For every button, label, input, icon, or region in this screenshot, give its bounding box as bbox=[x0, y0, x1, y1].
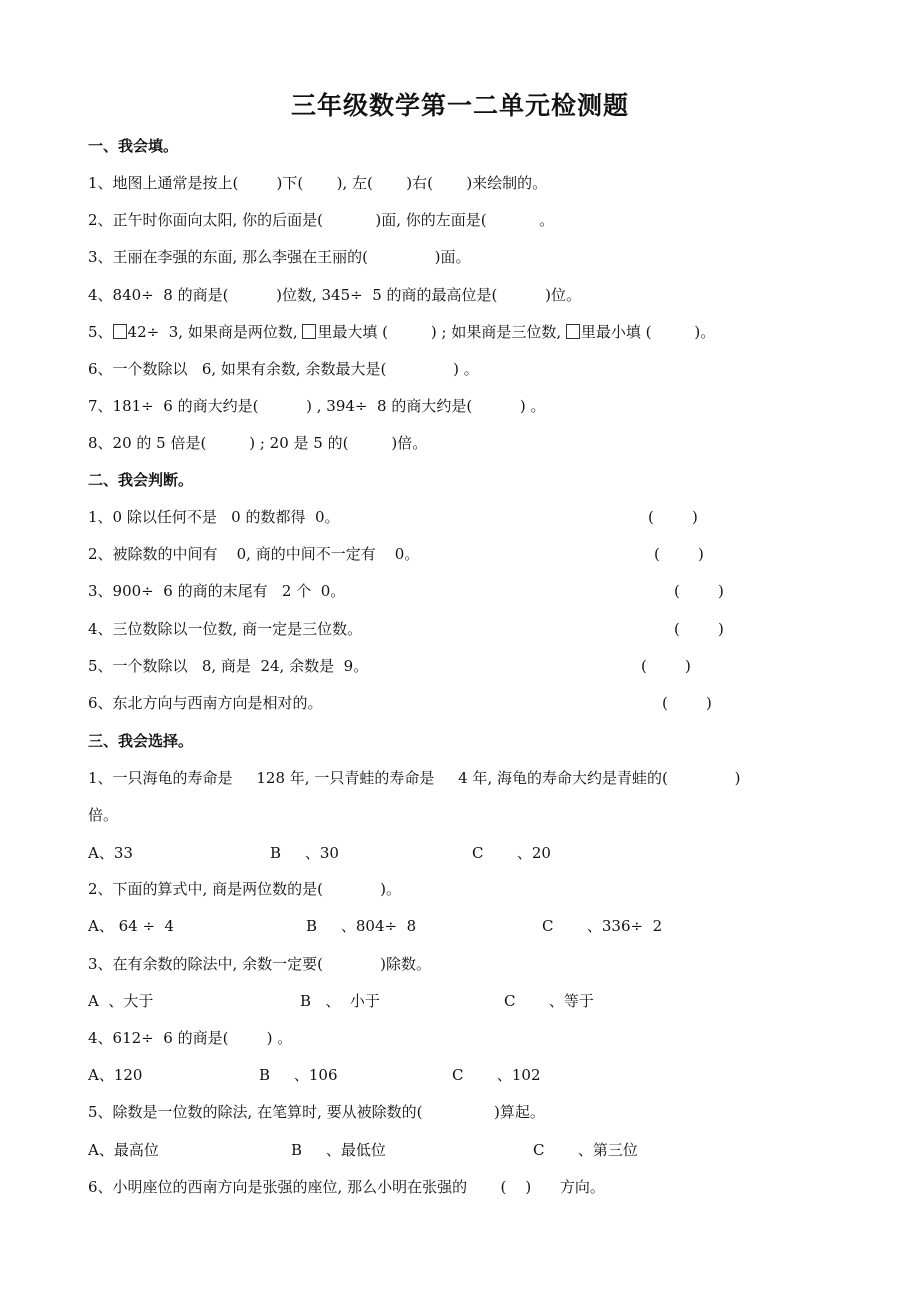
judge-answer-parens: ( ) bbox=[662, 694, 712, 712]
blank-box bbox=[302, 324, 316, 339]
fill-question-2: 2、正午时你面向太阳, 你的后面是( )面, 你的左面是( 。 bbox=[88, 211, 555, 229]
choose-question-1: 1、一只海龟的寿命是 128 年, 一只青蛙的寿命是 4 年, 海龟的寿命大约是青蛙的( ) bbox=[88, 769, 741, 787]
choose-question-4: 4、612÷ 6 的商是( ) 。 bbox=[88, 1029, 293, 1047]
judge-answer-parens: ( ) bbox=[641, 657, 691, 675]
judge-answer-parens: ( ) bbox=[674, 620, 724, 638]
judge-question: 3、900÷ 6 的商的末尾有 2 个 0。 bbox=[88, 582, 346, 600]
judge-question: 2、被除数的中间有 0, 商的中间不一定有 0。 bbox=[88, 545, 420, 563]
choose-question-1-continued: 倍。 bbox=[88, 806, 119, 824]
choice-option-b: B 、804÷ 8 bbox=[306, 917, 417, 935]
judge-question: 6、东北方向与西南方向是相对的。 bbox=[88, 694, 323, 712]
choose-question-3: 3、在有余数的除法中, 余数一定要( )除数。 bbox=[88, 955, 432, 973]
judge-question: 1、0 除以任何不是 0 的数都得 0。 bbox=[88, 508, 340, 526]
section-heading-choose: 三、我会选择。 bbox=[88, 732, 194, 750]
choice-option-c: C 、336÷ 2 bbox=[542, 917, 663, 935]
choice-option-c: C 、102 bbox=[452, 1066, 541, 1084]
choice-option-a: A、120 bbox=[88, 1066, 143, 1084]
fill-question-5-part-a: 42÷ 3, 如果商是两位数, bbox=[127, 323, 303, 341]
fill-question-8: 8、20 的 5 倍是( ) ; 20 是 5 的( )倍。 bbox=[88, 434, 428, 452]
fill-question-5-prefix: 5、 bbox=[88, 323, 113, 341]
choice-option-b: B 、106 bbox=[259, 1066, 338, 1084]
judge-answer-parens: ( ) bbox=[674, 582, 724, 600]
choice-option-a: A、33 bbox=[88, 844, 133, 862]
fill-question-5-part-c: 里最小填 ( )。 bbox=[580, 323, 716, 341]
section-heading-fill: 一、我会填。 bbox=[88, 137, 179, 155]
judge-question: 4、三位数除以一位数, 商一定是三位数。 bbox=[88, 620, 363, 638]
choice-option-a: A、 64 ÷ 4 bbox=[88, 917, 175, 935]
page-title: 三年级数学第一二单元检测题 bbox=[290, 91, 629, 120]
choice-option-b: B 、最低位 bbox=[291, 1141, 386, 1159]
fill-question-3: 3、王丽在李强的东面, 那么李强在王丽的( )面。 bbox=[88, 248, 471, 266]
judge-question: 5、一个数除以 8, 商是 24, 余数是 9。 bbox=[88, 657, 369, 675]
blank-box bbox=[113, 324, 127, 339]
fill-question-4: 4、840÷ 8 的商是( )位数, 345÷ 5 的商的最高位是( )位。 bbox=[88, 286, 581, 304]
choice-option-c: C 、等于 bbox=[504, 992, 594, 1010]
choose-question-5: 5、除数是一位数的除法, 在笔算时, 要从被除数的( )算起。 bbox=[88, 1103, 545, 1121]
judge-answer-parens: ( ) bbox=[648, 508, 698, 526]
choice-option-a: A 、大于 bbox=[88, 992, 154, 1010]
fill-question-5 bbox=[88, 320, 715, 344]
fill-question-5-part-b: 里最大填 ( ) ; 如果商是三位数, bbox=[317, 323, 566, 341]
choice-option-b: B 、 小于 bbox=[300, 992, 380, 1010]
blank-box bbox=[566, 324, 580, 339]
choose-question-6: 6、小明座位的西南方向是张强的座位, 那么小明在张强的 ( ) 方向。 bbox=[88, 1178, 605, 1196]
choice-option-c: C 、第三位 bbox=[533, 1141, 638, 1159]
choice-option-a: A、最高位 bbox=[88, 1141, 159, 1159]
fill-question-7: 7、181÷ 6 的商大约是( ) , 394÷ 8 的商大约是( ) 。 bbox=[88, 397, 546, 415]
choice-option-b: B 、30 bbox=[270, 844, 339, 862]
choice-option-c: C 、20 bbox=[472, 844, 551, 862]
section-heading-judge: 二、我会判断。 bbox=[88, 471, 194, 489]
fill-question-1: 1、地图上通常是按上( )下( ), 左( )右( )来绘制的。 bbox=[88, 174, 548, 192]
choose-question-2: 2、下面的算式中, 商是两位数的是( )。 bbox=[88, 880, 402, 898]
fill-question-6: 6、一个数除以 6, 如果有余数, 余数最大是( ) 。 bbox=[88, 360, 479, 378]
judge-answer-parens: ( ) bbox=[654, 545, 704, 563]
